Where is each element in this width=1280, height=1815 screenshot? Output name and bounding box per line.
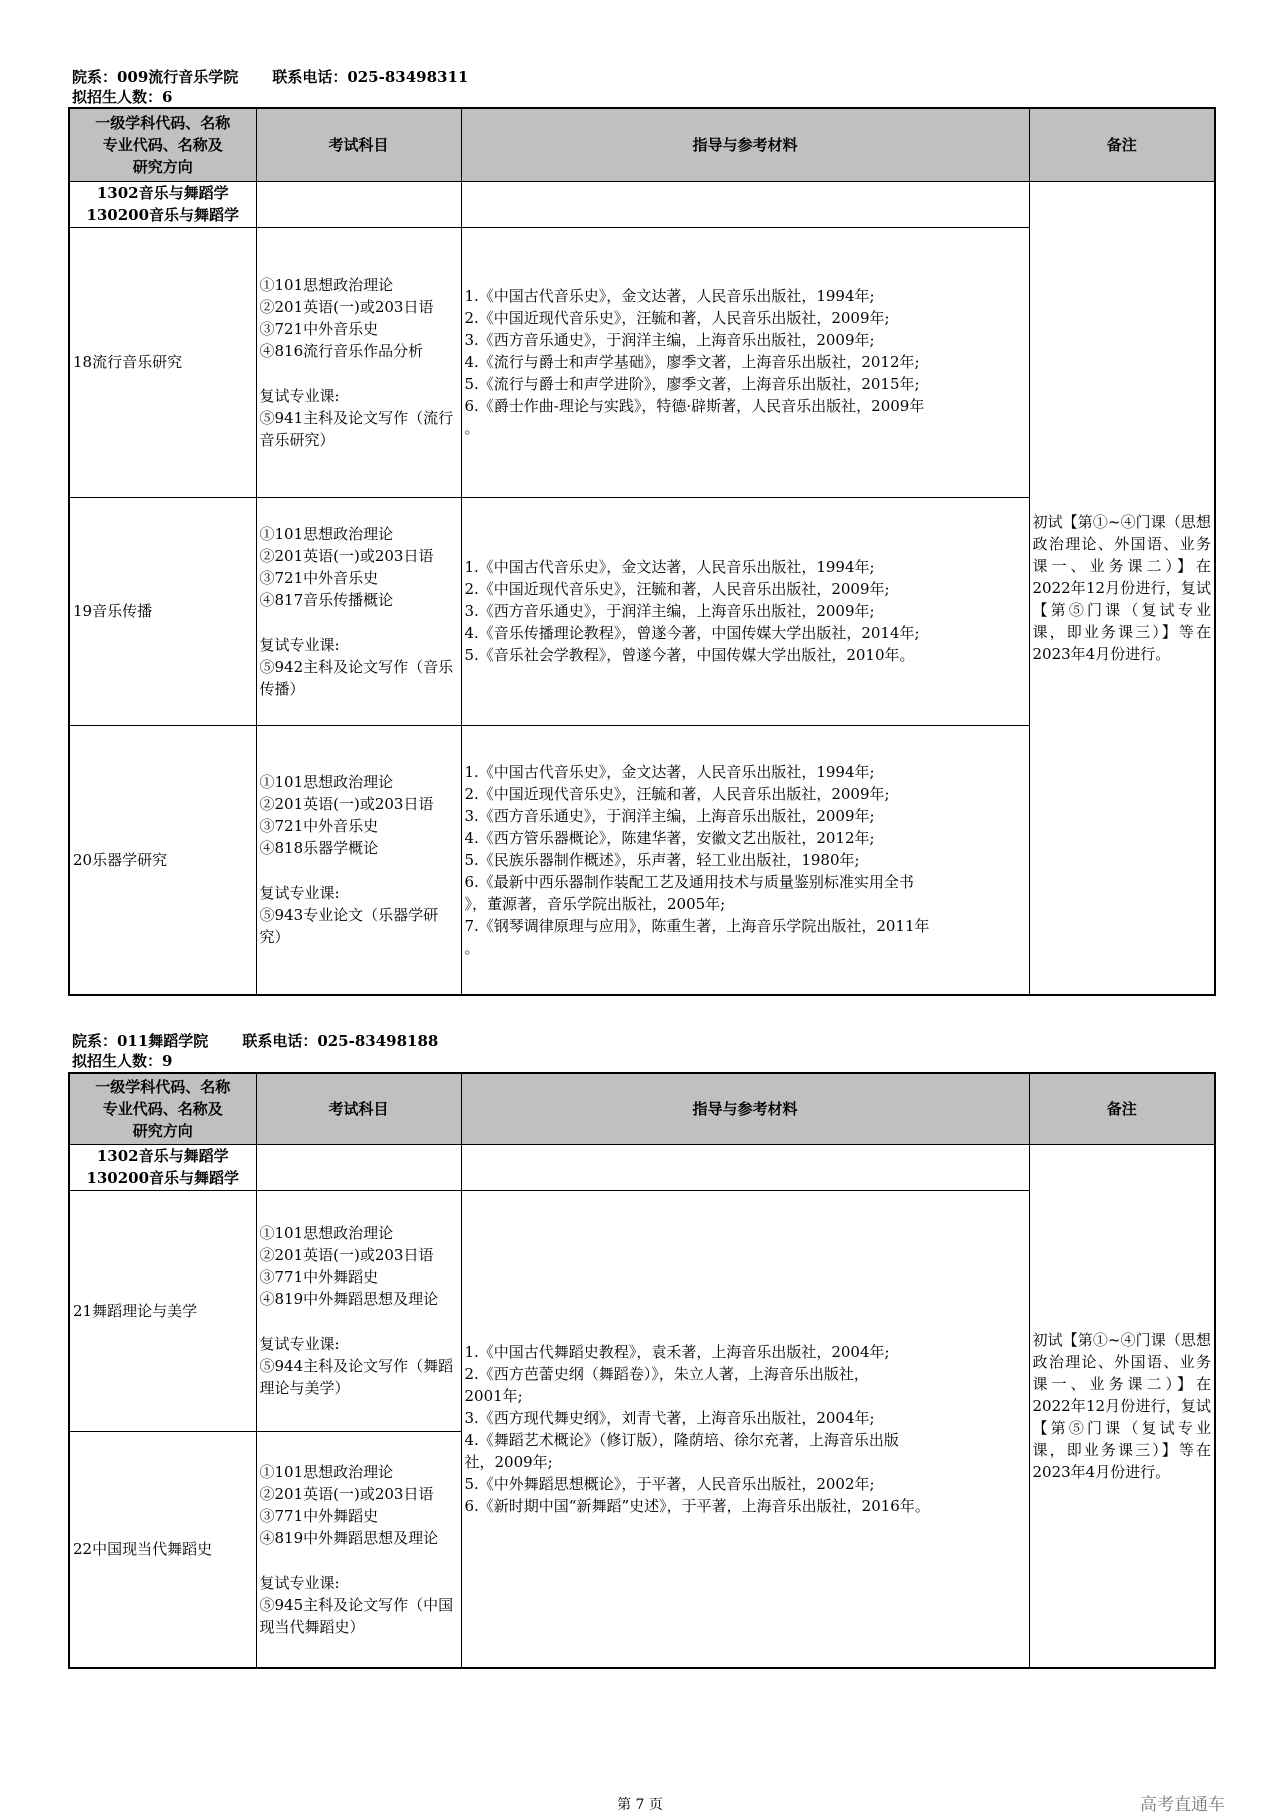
- page-number: 第 7 页: [617, 1797, 663, 1813]
- exam-subjects: ①101思想政治理论 ②201英语(一)或203日语 ③771中外舞蹈史 ④819中外舞蹈思想及理论 复试专业课: ⑤944主科及论文写作（舞蹈理论与美学）: [256, 1190, 461, 1431]
- section1-header: [72, 68, 468, 86]
- header-references: 指导与参考材料: [461, 108, 1029, 181]
- header-program: 一级学科代码、名称 专业代码、名称及 研究方向: [69, 1073, 256, 1144]
- exam-subjects: ①101思想政治理论 ②201英语(一)或203日语 ③721中外音乐史 ④818乐器学概论 复试专业课: ⑤943专业论文（乐器学研究）: [256, 725, 461, 995]
- exam-subjects: ①101思想政治理论 ②201英语(一)或203日语 ③721中外音乐史 ④817音乐传播概论 复试专业课: ⑤942主科及论文写作（音乐传播）: [256, 497, 461, 725]
- exam-subjects: ①101思想政治理论 ②201英语(一)或203日语 ③771中外舞蹈史 ④819中外舞蹈思想及理论 复试专业课: ⑤945主科及论文写作（中国现当代舞蹈史）: [256, 1431, 461, 1668]
- phone-label: 联系电话：025-83498311: [272, 68, 469, 86]
- dept-label: 院系：011舞蹈学院: [72, 1032, 209, 1050]
- section2-header: [72, 1032, 438, 1050]
- header-references: 指导与参考材料: [461, 1073, 1029, 1144]
- dept-label: 院系：009流行音乐学院: [72, 68, 239, 86]
- header-program: 一级学科代码、名称 专业代码、名称及 研究方向: [69, 108, 256, 181]
- reference-list: 1.《中国古代音乐史》，金文达著，人民音乐出版社，1994年; 2.《中国近现代音乐史》，汪毓和著，人民音乐出版社，2009年; 3.《西方音乐通史》，于润洋主编，上海音乐出版社，2009年; 4.《流行与爵士和声学基础》，廖季文著，上海音乐出版社，2012年; 5.《流行与爵士和声学进阶》，廖季文著，上海音乐出版社，2015年; 6.《爵士作曲-理论与实践》，特德·辟斯著，人民音乐出版社，2009年 。: [461, 227, 1029, 497]
- quota-label: 拟招生人数：9: [72, 1052, 173, 1070]
- exam-schedule-note: 初试【第①~④门课（思想政治理论、外国语、业务课一、业务课二）】在2022年12月份进行，复试【第⑤门课（复试专业课，即业务课三）】等在2023年4月份进行。: [1029, 1144, 1215, 1668]
- discipline-code: 1302音乐与舞蹈学 130200音乐与舞蹈学: [69, 181, 256, 227]
- research-direction: 22中国现当代舞蹈史: [69, 1431, 256, 1668]
- reference-list: 1.《中国古代音乐史》，金文达著，人民音乐出版社，1994年; 2.《中国近现代音乐史》，汪毓和著，人民音乐出版社，2009年; 3.《西方音乐通史》，于润洋主编，上海音乐出版社，2009年; 4.《音乐传播理论教程》，曾遂今著，中国传媒大学出版社，2014年; 5.《音乐社会学教程》，曾遂今著，中国传媒大学出版社，2010年。: [461, 497, 1029, 725]
- phone-label: 联系电话：025-83498188: [242, 1032, 439, 1050]
- header-exam-subjects: 考试科目: [256, 108, 461, 181]
- exam-schedule-note: 初试【第①~④门课（思想政治理论、外国语、业务课一、业务课二）】在2022年12月份进行，复试【第⑤门课（复试专业课，即业务课三）】等在2023年4月份进行。: [1029, 181, 1215, 995]
- reference-list: 1.《中国古代舞蹈史教程》，袁禾著，上海音乐出版社，2004年; 2.《西方芭蕾史纲（舞蹈卷）》，朱立人著，上海音乐出版社， 2001年; 3.《西方现代舞史纲》，刘青弋著，上海音乐出版社，2004年; 4.《舞蹈艺术概论》（修订版），隆荫培、徐尔充著，上海音乐出版 社，2009年; 5.《中外舞蹈思想概论》，于平著，人民音乐出版社，2002年; 6.《新时期中国“新舞蹈”史述》，于平著，上海音乐出版社，2016年。: [461, 1190, 1029, 1668]
- research-direction: 18流行音乐研究: [69, 227, 256, 497]
- research-direction: 19音乐传播: [69, 497, 256, 725]
- exam-subjects: ①101思想政治理论 ②201英语(一)或203日语 ③721中外音乐史 ④816流行音乐作品分析 复试专业课: ⑤941主科及论文写作（流行音乐研究）: [256, 227, 461, 497]
- program-table-1: [68, 107, 1216, 996]
- reference-list: 1.《中国古代音乐史》，金文达著，人民音乐出版社，1994年; 2.《中国近现代音乐史》，汪毓和著，人民音乐出版社，2009年; 3.《西方音乐通史》，于润洋主编，上海音乐出版社，2009年; 4.《西方管乐器概论》，陈建华著，安徽文艺出版社，2012年; 5.《民族乐器制作概述》，乐声著，轻工业出版社，1980年; 6.《最新中西乐器制作装配工艺及通用技术与质量鉴别标准实用全书 》，董源著，音乐学院出版社，2005年; 7.《钢琴调律原理与应用》，陈重生著，上海音乐学院出版社，2011年 。: [461, 725, 1029, 995]
- program-table-2: [68, 1072, 1216, 1669]
- research-direction: 20乐器学研究: [69, 725, 256, 995]
- quota-label: 拟招生人数：6: [72, 88, 173, 106]
- header-exam-subjects: 考试科目: [256, 1073, 461, 1144]
- research-direction: 21舞蹈理论与美学: [69, 1190, 256, 1431]
- header-notes: 备注: [1029, 1073, 1215, 1144]
- discipline-code: 1302音乐与舞蹈学 130200音乐与舞蹈学: [69, 1144, 256, 1190]
- header-notes: 备注: [1029, 108, 1215, 181]
- watermark: 高考直通车: [1140, 1795, 1225, 1815]
